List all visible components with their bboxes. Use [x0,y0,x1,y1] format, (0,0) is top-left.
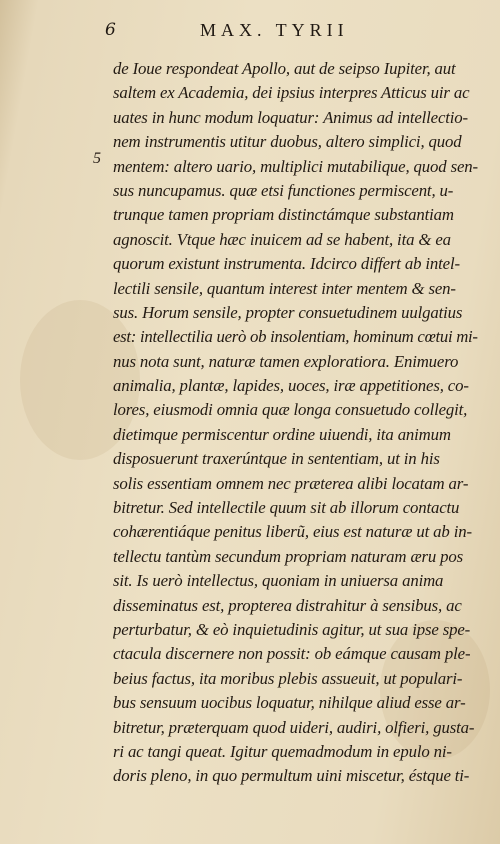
text-line: agnoscit. Vtque hæc inuicem ad se habent, ita & ea [113,229,451,249]
text-line: quorum existunt instrumenta. Idcirco differt ab intel- [113,254,460,274]
text-line: de Ioue respondeat Apollo, aut de seipso Iupiter, aut [113,59,456,78]
text-line: trunque tamen propriam distinctámque substantiam [113,205,454,225]
text-line: beius factus, ita moribus plebis assueuit, ut populari- [113,668,463,688]
text-line: bus sensuum uocibus loquatur, nihilque aliud esse ar- [113,693,466,713]
text-line: ri ac tangi queat. Igitur quemadmodum in epulo ni- [113,741,452,761]
text-line: ctacula discernere non possit: ob eámque causam ple- [113,644,471,664]
text-line: mentem: altero uario, multiplici mutabilique, quod sen- [113,156,478,176]
text-line: cohærentiáque penitus liberũ, eius est naturæ ut ab in- [113,522,472,542]
text-line: saltem ex Academia, dei ipsius interpres Atticus uir ac [113,83,470,103]
text-line: solis essentiam omnem nec præterea alibi locatam ar- [113,473,469,493]
text-line: uates in hunc modum loquatur: Animus ad intellectio- [113,107,468,127]
text-line: est: intellectilia uerò ob insolentiam, hominum cœtui mi- [113,327,478,347]
text-line: disposuerunt traxerúntque in sententiam, ut in his [113,449,440,469]
margin-line-number: 5 [93,150,101,167]
text-line: nem instrumentis utitur duobus, altero simplici, quod [113,132,462,152]
text-line: dietimque permiscentur ordine uiuendi, ita animum [113,424,451,444]
text-line: sus. Horum sensile, propter consuetudinem uulgatius [113,302,463,322]
text-line: lectili sensile, quantum interest inter mentem & sen- [113,278,456,298]
text-line: sus nuncupamus. quæ etsi functiones permiscent, u- [113,180,454,200]
running-head: MAX. TYRII [200,20,349,40]
text-line: sit. Is uerò intellectus, quoniam in uniuersa anima [113,571,444,591]
text-line: perturbatur, & eò inquietudinis agitur, ut sua ipse spe- [113,619,471,639]
text-line: bitretur, præterquam quod uideri, audiri, olfieri, gusta- [113,717,475,737]
text-line: tellectu tantùm secundum propriam naturam æru pos [113,546,464,566]
text-line: nus nota sunt, naturæ tamen exploratiora. Enimuero [113,351,459,371]
page-number: 6 [105,20,116,40]
text-line: animalia, plantæ, lapides, uoces, iræ appetitiones, co- [113,376,469,396]
text-line: lores, eiusmodi omnia quæ longa consuetudo collegit, [113,400,468,420]
body-text [113,57,478,789]
text-line: disseminatus est, propterea distrahitur à sensibus, ac [113,595,462,615]
text-line: bitretur. Sed intellectile quum sit ab illorum contactu [113,498,460,518]
text-line: doris pleno, in quo permultum uini miscetur, éstque ti- [113,766,470,786]
